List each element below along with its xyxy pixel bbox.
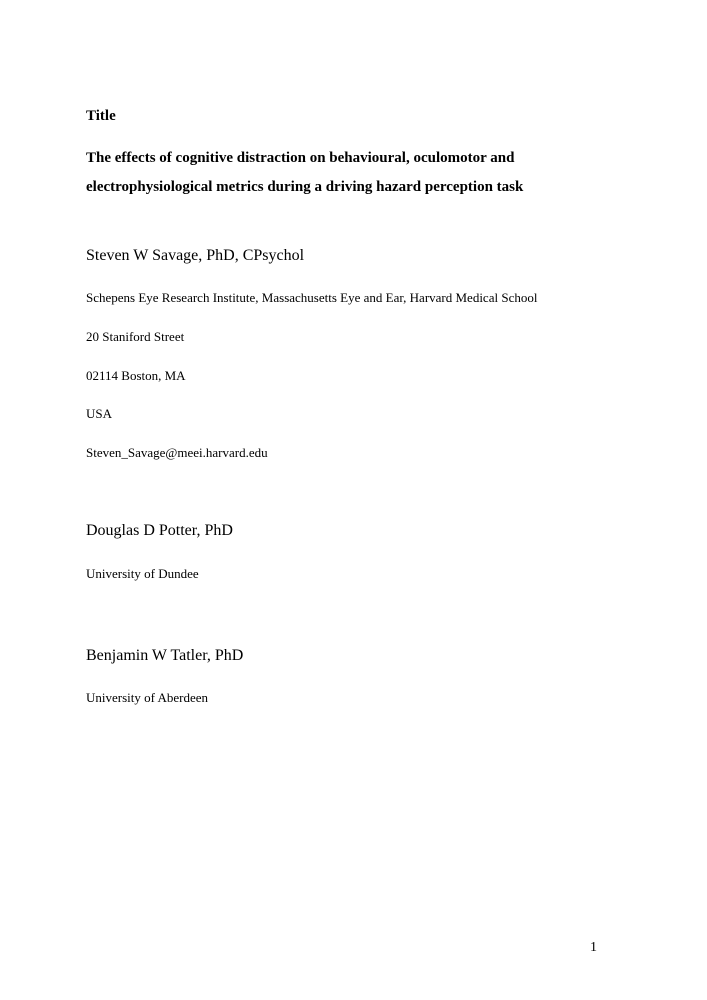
author-3-affiliation: University of Aberdeen [86,690,209,705]
author-1-city: 02114 Boston, MA [86,368,186,383]
author-name-2: Douglas D Potter, PhD [86,522,233,539]
author-1-country: USA [86,406,113,421]
section-heading: Title [86,108,116,124]
author-name-1: Steven W Savage, PhD, CPsychol [86,247,305,264]
author-name-3: Benjamin W Tatler, PhD [86,647,244,664]
author-1-email: Steven_Savage@meei.harvard.edu [86,445,268,460]
author-1-street: 20 Staniford Street [86,329,185,344]
author-2-affiliation: University of Dundee [86,566,199,581]
page-number: 1 [590,940,597,955]
paper-title-line-2: electrophysiological metrics during a driving hazard perception task [86,179,524,195]
paper-title-line-1: The effects of cognitive distraction on behavioural, oculomotor and [86,150,515,166]
author-1-affiliation: Schepens Eye Research Institute, Massachusetts Eye and Ear, Harvard Medical School [86,290,538,305]
